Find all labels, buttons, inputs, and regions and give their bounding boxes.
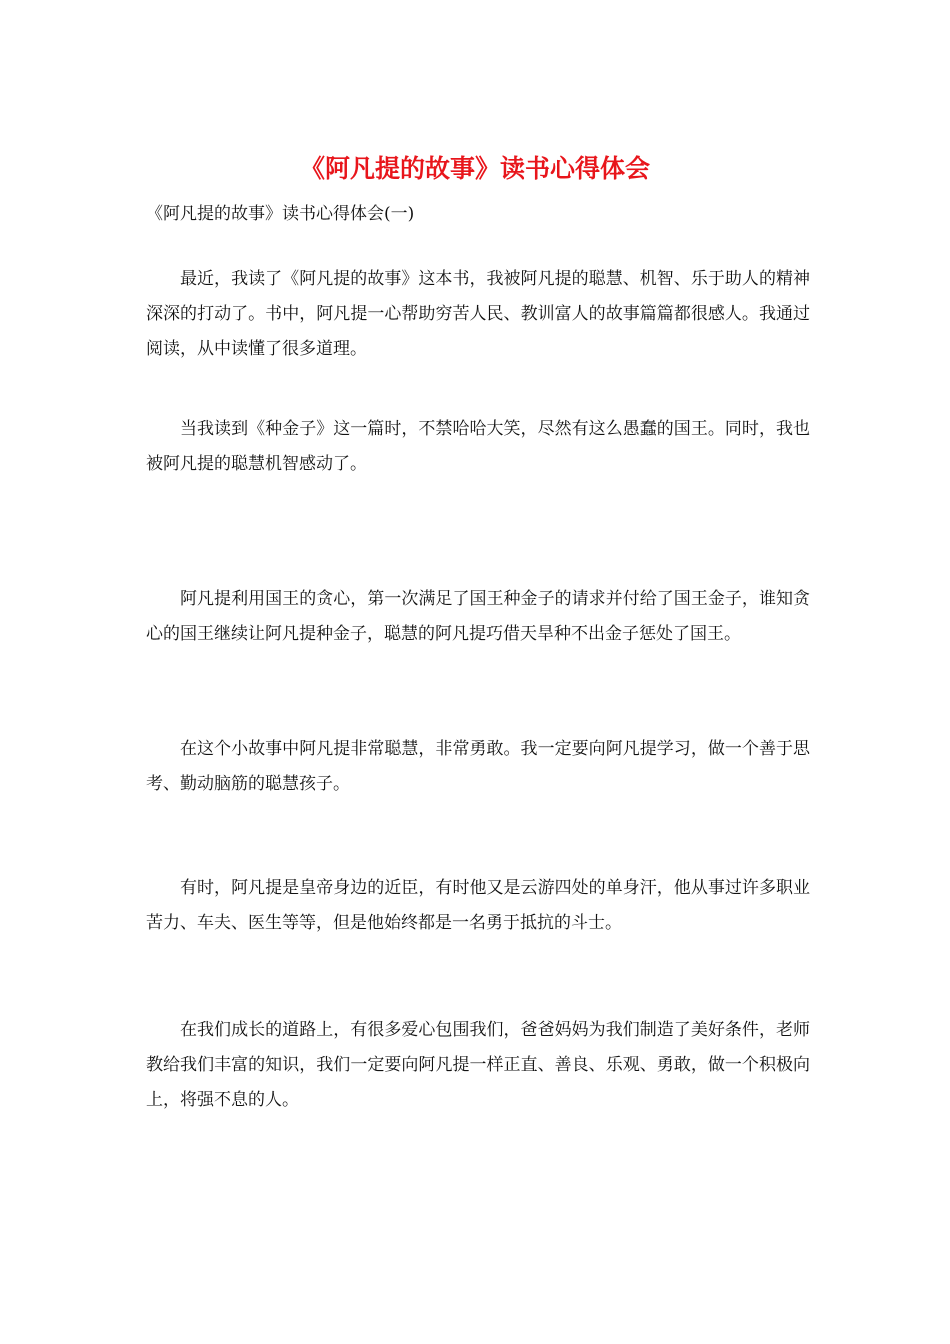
paragraph: 最近，我读了《阿凡提的故事》这本书，我被阿凡提的聪慧、机智、乐于助人的精神深深的打动了。书中，阿凡提一心帮助穷苦人民、教训富人的故事篇篇都很感人。我通过阅读，从中读懂了很多道理。: [146, 269, 810, 359]
paragraph: 有时，阿凡提是皇帝身边的近臣，有时他又是云游四处的单身汗，他从事过许多职业苦力、车夫、医生等等，但是他始终都是一名勇于抵抗的斗士。: [146, 878, 810, 933]
paragraph: 在我们成长的道路上，有很多爱心包围我们，爸爸妈妈为我们制造了美好条件，老师教给我们丰富的知识，我们一定要向阿凡提一样正直、善良、乐观、勇敢，做一个积极向上，将强不息的人。: [146, 1020, 810, 1110]
paragraph: 当我读到《种金子》这一篇时，不禁哈哈大笑，尽然有这么愚蠢的国王。同时，我也被阿凡提的聪慧机智感动了。: [146, 419, 810, 474]
paragraph: 在这个小故事中阿凡提非常聪慧，非常勇敢。我一定要向阿凡提学习，做一个善于思考、勤动脑筋的聪慧孩子。: [146, 739, 810, 794]
paragraph: 阿凡提利用国王的贪心，第一次满足了国王种金子的请求并付给了国王金子，谁知贪心的国王继续让阿凡提种金子，聪慧的阿凡提巧借天旱种不出金子惩处了国王。: [146, 589, 810, 644]
document-title: 《阿凡提的故事》读书心得体会: [299, 154, 650, 183]
document-subtitle: 《阿凡提的故事》读书心得体会(一): [146, 204, 415, 224]
